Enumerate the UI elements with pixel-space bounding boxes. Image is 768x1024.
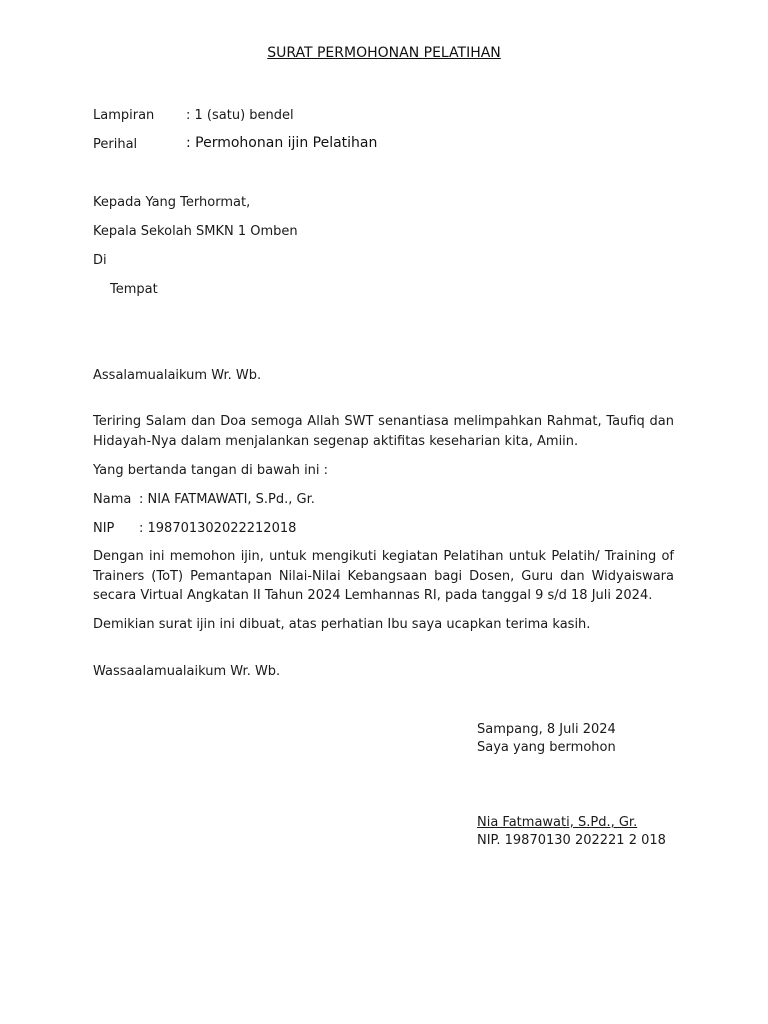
paragraph-2: Dengan ini memohon ijin, untuk mengikuti kegiatan Pelatihan untuk Pelatih/ Training of Trainers (ToT) Pemantapan Nilai-Nilai Kebangsaan bagi Dosen, Guru dan Widyaiswara secara Virtual Angkatan II Tahun 2024 Lemhannas RI, pada tanggal 9 s/d 18 Juli 2024.: [93, 549, 674, 603]
subject-value: : Permohonan ijin Pelatihan: [186, 135, 378, 151]
letter-title: SURAT PERMOHONAN PELATIHAN: [267, 45, 501, 61]
nip-label: NIP: [93, 521, 115, 536]
signature-place-date: Sampang, 8 Juli 2024: [477, 722, 616, 737]
undersigned-intro: Yang bertanda tangan di bawah ini :: [93, 463, 329, 478]
name-value: : NIA FATMAWATI, S.Pd., Gr.: [139, 492, 315, 507]
attachment-value: : 1 (satu) bendel: [186, 108, 294, 123]
name-label: Nama: [93, 492, 132, 507]
signature-role: Saya yang bermohon: [477, 740, 616, 755]
attachment-label: Lampiran: [93, 108, 155, 123]
signature-nip: NIP. 19870130 202221 2 018: [477, 833, 666, 848]
closing: Wassaalamualaikum Wr. Wb.: [93, 664, 281, 679]
recipient-line-2: Kepala Sekolah SMKN 1 Omben: [93, 224, 298, 239]
recipient-line-1: Kepada Yang Terhormat,: [93, 195, 251, 210]
greeting: Assalamualaikum Wr. Wb.: [93, 368, 262, 383]
subject-label: Perihal: [93, 137, 138, 152]
recipient-line-3: Di: [93, 253, 107, 268]
paragraph-3: Demikian surat ijin ini dibuat, atas perhatian Ibu saya ucapkan terima kasih.: [93, 617, 591, 632]
nip-value: : 198701302022212018: [139, 521, 297, 536]
recipient-line-4: Tempat: [110, 282, 158, 297]
paragraph-1: Teriring Salam dan Doa semoga Allah SWT senantiasa melimpahkan Rahmat, Taufiq dan Hidayah-Nya dalam menjalankan segenap aktifitas keseharian kita, Amiin.: [93, 414, 674, 449]
signature-name: Nia Fatmawati, S.Pd., Gr.: [477, 815, 638, 830]
